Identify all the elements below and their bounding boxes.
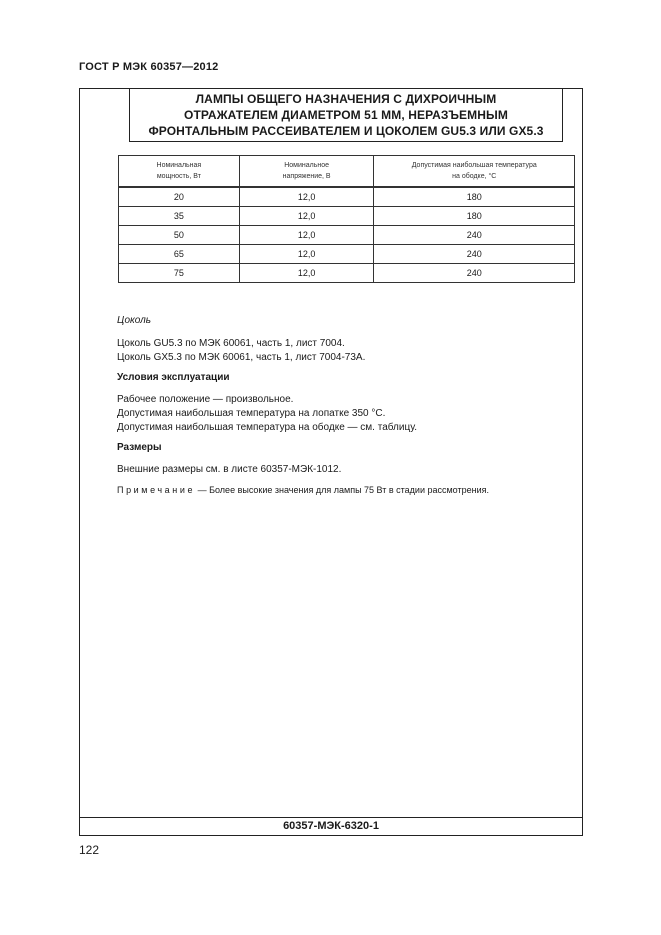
dimensions-line: Внешние размеры см. в листе 60357-МЭК-1012. (117, 464, 342, 475)
sheet-code: 60357-МЭК-6320-1 (283, 820, 379, 832)
footer-divider (79, 817, 583, 818)
table-row (119, 187, 575, 207)
base-gx53-line: Цоколь GX5.3 по МЭК 60061, часть 1, лист 7004-73А. (117, 352, 366, 363)
sheet-body (117, 314, 557, 497)
title-line-1: ЛАМПЫ ОБЩЕГО НАЗНАЧЕНИЯ С ДИХРОИЧНЫМ (195, 91, 497, 106)
table-row (119, 245, 575, 264)
cell-temperature: 180 (374, 207, 575, 226)
table-row (119, 264, 575, 283)
title-box (129, 88, 563, 142)
cell-power: 35 (119, 207, 240, 226)
cell-voltage: 12,0 (239, 245, 374, 264)
operation-rim-temp-line: Допустимая наибольшая температура на ободке — см. таблицу. (117, 422, 417, 433)
base-gu53-line: Цоколь GU5.3 по МЭК 60061, часть 1, лист 7004. (117, 338, 345, 349)
table-row (119, 207, 575, 226)
operation-blade-temp-line: Допустимая наибольшая температура на лопатке 350 °С. (117, 408, 386, 419)
cell-voltage: 12,0 (239, 187, 374, 207)
header-max-temperature: Допустимая наибольшая температура на ободке, °С (374, 156, 575, 188)
cell-power: 75 (119, 264, 240, 283)
cell-temperature: 180 (374, 187, 575, 207)
header-voltage: Номинальное напряжение, В (239, 156, 374, 188)
cell-voltage: 12,0 (239, 226, 374, 245)
note-text: — Более высокие значения для лампы 75 Вт в стадии рассмотрения. (195, 485, 489, 495)
cell-temperature: 240 (374, 264, 575, 283)
table-row (119, 226, 575, 245)
cell-temperature: 240 (374, 245, 575, 264)
cell-power: 50 (119, 226, 240, 245)
operation-heading: Условия эксплуатации (117, 372, 230, 383)
table-header-row (119, 156, 575, 188)
cell-power: 65 (119, 245, 240, 264)
title-line-3: ФРОНТАЛЬНЫМ РАССЕИВАТЕЛЕМ И ЦОКОЛЕМ GU5.3 ИЛИ GX5.3 (148, 123, 544, 138)
cell-voltage: 12,0 (239, 264, 374, 283)
page-number: 122 (79, 843, 100, 857)
header-power: Номинальная мощность, Вт (119, 156, 240, 188)
note-label: Примечание (117, 485, 196, 495)
lamp-parameters-table (118, 155, 575, 283)
note (117, 483, 557, 497)
standard-code: ГОСТ Р МЭК 60357—2012 (79, 61, 219, 73)
base-heading: Цоколь (117, 315, 152, 326)
cell-power: 20 (119, 187, 240, 207)
sheet-title (148, 91, 543, 139)
title-line-2: ОТРАЖАТЕЛЕМ ДИАМЕТРОМ 51 ММ, НЕРАЗЪЕМНЫМ (184, 107, 508, 122)
operation-position-line: Рабочее положение — произвольное. (117, 394, 294, 405)
dimensions-heading: Размеры (117, 442, 162, 453)
cell-voltage: 12,0 (239, 207, 374, 226)
cell-temperature: 240 (374, 226, 575, 245)
